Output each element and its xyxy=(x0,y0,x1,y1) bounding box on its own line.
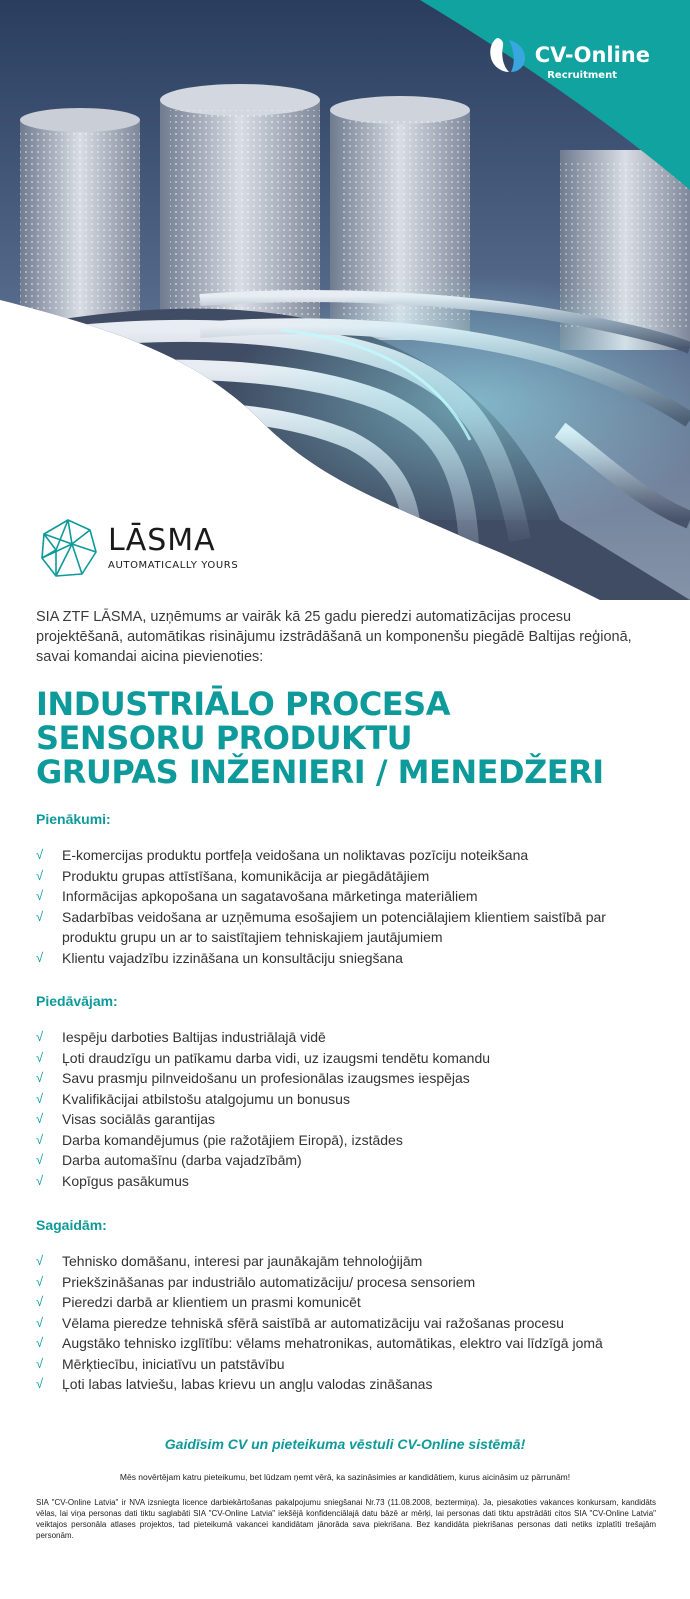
list-item: √ Produktu grupas attīstīšana, komunikācija ar piegādātājiem xyxy=(36,866,656,887)
list-item: √ Darba automašīnu (darba vajadzībām) xyxy=(36,1150,656,1171)
list-item: √ Savu prasmju pilnveidošanu un profesionālas izaugsmes iespējas xyxy=(36,1068,656,1089)
list-item: √ Tehnisko domāšanu, interesi par jaunākajām tehnoloģijām xyxy=(36,1251,656,1272)
list-item: √ Informācijas apkopošana un sagatavošana mārketinga materiāliem xyxy=(36,886,656,907)
list-item: √ Augstāko tehnisko izglītību: vēlams mehatronikas, automātikas, elektro vai līdzīgā jomā xyxy=(36,1333,656,1354)
check-icon: √ xyxy=(36,1335,44,1350)
check-icon: √ xyxy=(36,847,44,862)
offer-list xyxy=(36,1027,656,1191)
lasma-company-name: LĀSMA xyxy=(108,522,216,558)
check-icon: √ xyxy=(36,1029,44,1044)
cv-online-name: CV-Online xyxy=(534,42,650,67)
job-title-line: INDUSTRIĀLO PROCESA xyxy=(36,685,450,723)
job-content xyxy=(36,607,656,789)
check-icon: √ xyxy=(36,1131,44,1147)
job-title-line: SENSORU PRODUKTU xyxy=(36,719,413,757)
legal-notice: SIA "CV-Online Latvia" ir NVA izsniegta licence darbiekārtošanas pakalpojumu sniegšanai Nr.73 (11.08.2008, beztermiņa). Ja, piesakoties vakances konkursam, kandidāts vēlas, lai viņa personas dati tiktu saglabāti SIA "CV-Online Latvia" iekšējā konfidenciālajā datu bāzē ar mērķi, lai personas dati tiktu apstrādāti citos SIA "CV-Online Latvia" veiktajos personāla atlases projektos, tad pieteikumā vakancei kandidātam jānorāda sava piekrišana. Bez kandidāta piekrišanas personas dati netiks izplatīti trešajām personām. xyxy=(36,1498,656,1540)
section-title: Sagaidām: xyxy=(36,1217,107,1233)
check-icon: √ xyxy=(36,908,44,924)
list-item: √ Mērķtiecību, iniciatīvu un patstāvību xyxy=(36,1354,656,1375)
contact-note: Mēs novērtējam katru pieteikumu, bet lūdzam ņemt vērā, ka sazināsimies ar kandidātiem, kurus aicināsim uz pārrunām! xyxy=(119,1472,571,1482)
list-item: √ Vēlama pieredze tehniskā sfērā saistībā ar automatizāciju vai ražošanas procesu xyxy=(36,1313,656,1334)
check-icon: √ xyxy=(36,1294,44,1309)
list-item: √ Sadarbības veidošana ar uzņēmuma esošajiem un potenciālajiem klientiem saistībā par produktu grupu un ar to saistītajiem tehniskajiem jautājumiem xyxy=(36,908,606,945)
cv-online-sub: Recruitment xyxy=(547,70,617,81)
check-icon: √ xyxy=(36,1253,44,1268)
check-icon: √ xyxy=(36,1273,44,1289)
check-icon: √ xyxy=(36,867,44,883)
check-icon: √ xyxy=(36,1111,44,1126)
requirements-list xyxy=(36,1251,656,1395)
job-title xyxy=(36,687,656,789)
section-requirements xyxy=(36,1217,656,1395)
check-icon: √ xyxy=(36,1172,44,1188)
list-item: √ Kvalifikācijai atbilstošu atalgojumu un bonusus xyxy=(36,1089,656,1110)
list-item: √ Darba komandējumus (pie ražotājiem Eiropā), izstādes xyxy=(36,1130,656,1151)
hero-banner xyxy=(0,0,690,600)
cv-online-sub-wrap xyxy=(547,68,617,81)
lasma-logo xyxy=(36,516,238,580)
list-item: √ Ļoti labas latviešu, labas krievu un angļu valodas zināšanas xyxy=(36,1374,656,1395)
cv-online-logo-icon xyxy=(487,34,529,76)
check-icon: √ xyxy=(36,1049,44,1065)
list-item: √ Kopīgus pasākumus xyxy=(36,1171,656,1192)
duties-list xyxy=(36,845,656,968)
section-title: Pienākumi: xyxy=(36,811,111,827)
list-item: √ Pieredzi darbā ar klientiem un prasmi komunicēt xyxy=(36,1292,656,1313)
section-offer xyxy=(36,993,656,1191)
list-item: √ Priekšzināšanas par industriālo automatizāciju/ procesa sensoriem xyxy=(36,1272,656,1293)
check-icon: √ xyxy=(36,1090,44,1106)
lasma-crystal-icon xyxy=(36,516,100,580)
check-icon: √ xyxy=(36,949,44,965)
check-icon: √ xyxy=(36,1355,44,1371)
apply-call-to-action: Gaidīsim CV un pieteikuma vēstuli CV-Online sistēmā! xyxy=(164,1436,526,1452)
check-icon: √ xyxy=(36,1070,44,1085)
check-icon: √ xyxy=(36,1152,44,1167)
list-item: √ Visas sociālās garantijas xyxy=(36,1109,656,1130)
section-duties xyxy=(36,811,656,968)
list-item: √ Iespēju darboties Baltijas industriālajā vidē xyxy=(36,1027,656,1048)
industrial-pipes-image xyxy=(0,0,690,600)
section-title: Piedāvājam: xyxy=(36,993,118,1009)
list-item: √ Klientu vajadzību izzināšana un konsultāciju sniegšana xyxy=(36,948,656,969)
list-item: √ Ļoti draudzīgu un patīkamu darba vidi, uz izaugsmi tendētu komandu xyxy=(36,1048,656,1069)
check-icon: √ xyxy=(36,1314,44,1330)
check-icon: √ xyxy=(36,1376,44,1391)
intro-text: SIA ZTF LĀSMA, uzņēmums ar vairāk kā 25 gadu pieredzi automatizācijas procesu projektēšanā, automātikas risinājumu izstrādāšanā un komponenšu piegādē Baltijas reģionā, savai komandai aicina pievienoties: xyxy=(36,609,632,665)
check-icon: √ xyxy=(36,888,44,903)
list-item: √ E-komercijas produktu portfeļa veidošana un noliktavas pozīciju noteikšana xyxy=(36,845,656,866)
lasma-tagline: AUTOMATICALLY YOURS xyxy=(108,559,239,571)
job-title-line: GRUPAS INŽENIERI / MENEDŽERI xyxy=(36,753,604,791)
